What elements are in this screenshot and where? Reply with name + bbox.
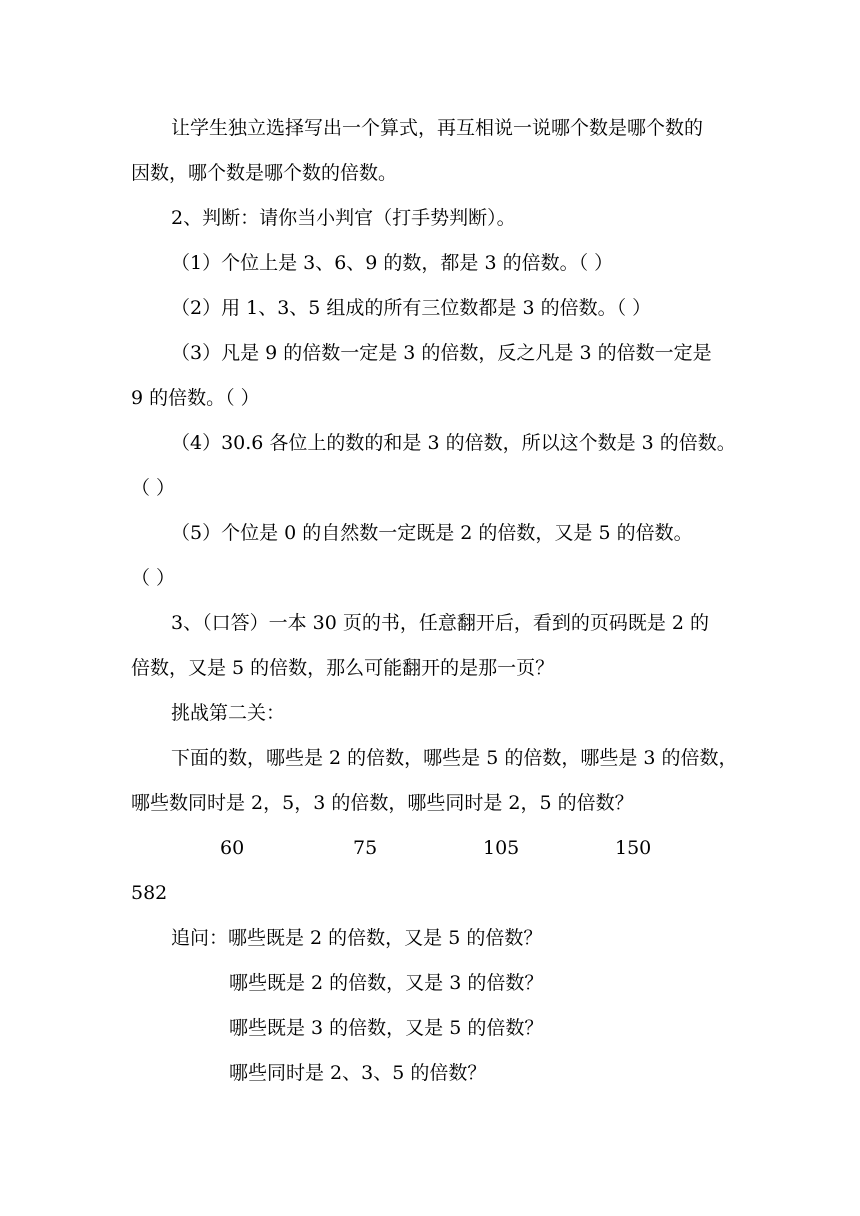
question-2-item-1: （1）个位上是 3、6、9 的数，都是 3 的倍数。（ ） — [171, 252, 614, 274]
question-2-item-3-cont: 9 的倍数。（ ） — [131, 387, 260, 409]
paragraph-line: 因数，哪个数是哪个数的倍数。 — [131, 162, 398, 184]
question-2-item-4: （4）30.6 各位上的数的和是 3 的倍数，所以这个数是 3 的倍数。 — [171, 432, 736, 454]
number-item: 105 — [483, 837, 520, 859]
challenge-text-cont: 哪些数同时是 2，5，3 的倍数，哪些同时是 2，5 的倍数？ — [131, 792, 634, 814]
followup-question: 追问：哪些既是 2 的倍数，又是 5 的倍数？ — [171, 927, 543, 949]
question-2-item-3: （3）凡是 9 的倍数一定是 3 的倍数，反之凡是 3 的倍数一定是 — [171, 342, 712, 364]
followup-question: 哪些既是 3 的倍数，又是 5 的倍数？ — [229, 1017, 544, 1039]
number-item: 60 — [220, 837, 245, 859]
question-3: 3、（口答）一本 30 页的书，任意翻开后，看到的页码既是 2 的 — [171, 612, 710, 634]
followup-question: 哪些同时是 2、3、5 的倍数？ — [229, 1062, 487, 1084]
number-item: 150 — [615, 837, 652, 859]
challenge-text: 下面的数，哪些是 2 的倍数，哪些是 5 的倍数，哪些是 3 的倍数， — [171, 747, 738, 769]
question-3-cont: 倍数，又是 5 的倍数，那么可能翻开的是那一页？ — [131, 657, 555, 679]
paragraph-line: 让学生独立选择写出一个算式，再互相说一说哪个数是哪个数的 — [171, 117, 704, 139]
question-2-title: 2、判断：请你当小判官（打手势判断）。 — [171, 207, 516, 229]
question-2-item-2: （2）用 1、3、5 组成的所有三位数都是 3 的倍数。（ ） — [171, 297, 652, 319]
question-2-item-4-cont: （ ） — [131, 477, 176, 499]
number-item: 75 — [353, 837, 378, 859]
followup-question: 哪些既是 2 的倍数，又是 3 的倍数？ — [229, 972, 544, 994]
number-item: 582 — [131, 882, 168, 904]
question-2-item-5: （5）个位是 0 的自然数一定既是 2 的倍数，又是 5 的倍数。 — [171, 522, 693, 544]
challenge-title: 挑战第二关： — [171, 702, 286, 724]
question-2-item-5-cont: （ ） — [131, 567, 176, 589]
